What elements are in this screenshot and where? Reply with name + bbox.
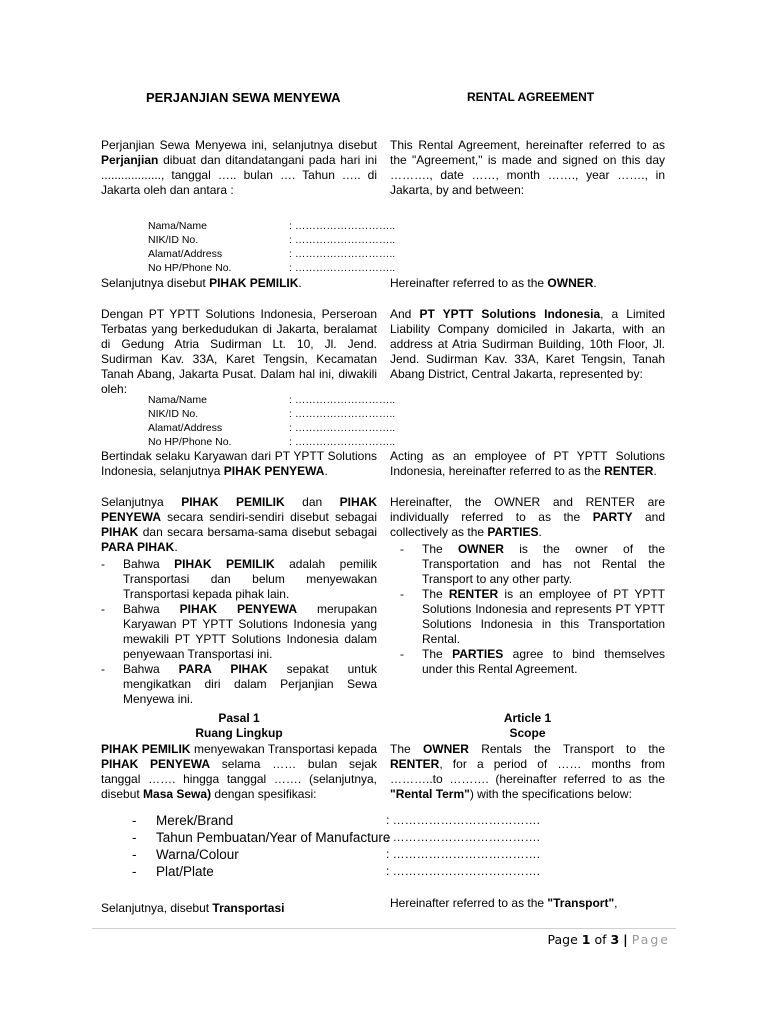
bullets-left xyxy=(101,557,377,707)
field-label: NIK/ID No. xyxy=(148,408,199,420)
bullet-item: - The PARTIES agree to bind themselves under this Rental Agreement. xyxy=(400,647,665,676)
bullet-item: - Bahwa PIHAK PENYEWA merupakan Karyawan PT YPTT Solutions Indonesia yang mewakili PT YPTT Solutions Indonesia dalam penyewaan Transportasi ini. xyxy=(101,602,378,661)
article-left-title: Ruang Lingkup xyxy=(195,726,283,740)
field-value: : ……………………….. xyxy=(289,262,396,274)
field-value: : ……………………….. xyxy=(289,422,396,434)
title-left: PERJANJIAN SEWA MENYEWA xyxy=(146,90,341,105)
bullet-dash: - xyxy=(101,662,105,676)
bullet-dash: - xyxy=(400,587,404,601)
spec-value: : ………………………………. xyxy=(386,847,541,861)
spec-label: Plat/Plate xyxy=(156,864,214,879)
scope-right: The OWNER Rentals the Transport to the RENTER, for a period of …… months from ………..to ………. (hereinafter referred to as the "Rental Term") with the specifications below: xyxy=(390,742,666,801)
footer-current-page: 1 xyxy=(581,932,591,947)
renter-ref-left: Bertindak selaku Karyawan dari PT YPTT Solutions Indonesia, selanjutnya PIHAK PENYEWA. xyxy=(101,449,377,478)
spec-row xyxy=(0,863,768,880)
field-label: Nama/Name xyxy=(148,220,207,232)
spec-label: Tahun Pembuatan/Year of Manufacture xyxy=(156,830,391,845)
spec-value: : ………………………………. xyxy=(386,813,541,827)
owner-ref-left: Selanjutnya disebut PIHAK PEMILIK. xyxy=(101,276,302,290)
field-row xyxy=(0,233,768,247)
field-value: : ……………………….. xyxy=(289,408,396,420)
field-value: : ……………………….. xyxy=(289,220,396,232)
field-value: : ……………………….. xyxy=(289,248,396,260)
spec-dash: - xyxy=(132,864,137,879)
bullet-dash: - xyxy=(400,542,404,556)
field-row xyxy=(0,261,768,275)
field-row xyxy=(0,247,768,261)
spec-row xyxy=(0,846,768,863)
owner-ref-right: Hereinafter referred to as the OWNER. xyxy=(390,276,597,290)
spec-label: Warna/Colour xyxy=(156,847,239,862)
renter-fields xyxy=(0,393,768,449)
spec-value: : ………………………………. xyxy=(386,864,541,878)
article-left-heading xyxy=(101,711,377,741)
spec-value: : ………………………………. xyxy=(386,830,541,844)
scope-left: PIHAK PEMILIK menyewakan Transportasi kepada PIHAK PENYEWA selama …… bulan sejak tanggal ……. hingga tanggal ……. (selanjutnya, disebut Masa Sewa) dengan spesifikasi: xyxy=(101,742,377,801)
parties-left: Selanjutnya PIHAK PEMILIK dan PIHAK PENYEWA secara sendiri-sendiri disebut sebagai PIHAK dan secara bersama-sama disebut sebagai PARA PIHAK. xyxy=(101,495,377,554)
intro-left: Perjanjian Sewa Menyewa ini, selanjutnya disebut Perjanjian dibuat dan ditandatangani pada hari ini .................., tanggal ….. bulan …. Tahun ….. di Jakarta oleh dan antara : xyxy=(101,138,377,197)
article-right-heading xyxy=(390,711,665,741)
field-label: Alamat/Address xyxy=(148,248,223,260)
parties-right: Hereinafter, the OWNER and RENTER are individually referred to as the PARTY and collectively as the PARTIES. xyxy=(390,495,666,539)
footer-page-word: Page xyxy=(547,932,578,947)
bullet-dash: - xyxy=(101,602,105,616)
spec-dash: - xyxy=(132,847,137,862)
footer-page-label: Page xyxy=(631,932,670,947)
field-label: Alamat/Address xyxy=(148,422,223,434)
field-value: : ……………………….. xyxy=(289,436,396,448)
renter-ref-right: Acting as an employee of PT YPTT Solutions Indonesia, hereinafter referred to as the RENTER. xyxy=(390,449,665,478)
footer-of-word: of xyxy=(594,932,607,947)
field-row xyxy=(0,393,768,407)
bullet-item: - The OWNER is the owner of the Transportation and has not Rental the Transport to any other party. xyxy=(400,542,666,586)
bullet-item: - Bahwa PARA PIHAK sepakat untuk mengikatkan diri dalam Perjanjian Sewa Menyewa ini. xyxy=(101,662,377,706)
field-row xyxy=(0,421,768,435)
field-value: : ……………………….. xyxy=(289,234,396,246)
field-label: Nama/Name xyxy=(148,394,207,406)
article-right-number: Article 1 xyxy=(503,711,552,725)
article-right-title: Scope xyxy=(509,726,546,740)
footer-separator: | xyxy=(623,932,628,947)
field-row xyxy=(0,219,768,233)
spec-label: Merek/Brand xyxy=(156,813,234,828)
field-label: No HP/Phone No. xyxy=(148,436,232,448)
owner-fields xyxy=(0,219,768,275)
page-footer xyxy=(548,932,671,947)
field-row xyxy=(0,407,768,421)
article-left-number: Pasal 1 xyxy=(218,711,260,725)
spec-row xyxy=(0,829,768,846)
company-right: And PT YPTT Solutions Indonesia, a Limited Liability Company domiciled in Jakarta, with an address at Atria Sudirman Building, 10th Floor, Jl. Jend. Sudirman Kav. 33A, Karet Tengsin, Tanah Abang District, Central Jakarta, represented by: xyxy=(390,307,665,381)
bullet-item: - Bahwa PIHAK PEMILIK adalah pemilik Transportasi dan belum menyewakan Transportasi kepada pihak lain. xyxy=(101,557,377,601)
footer-divider xyxy=(92,928,676,929)
footer-total-pages: 3 xyxy=(610,932,620,947)
field-value: : ……………………….. xyxy=(289,394,396,406)
intro-right: This Rental Agreement, hereinafter referred to as the "Agreement," is made and signed on this day ………., date ……, month ……., year ……., in Jakarta, by and between: xyxy=(390,138,665,197)
bullet-dash: - xyxy=(101,557,105,571)
transport-ref-right: Hereinafter referred to as the "Transport", xyxy=(390,896,618,910)
field-label: NIK/ID No. xyxy=(148,234,199,246)
bullet-item: - The RENTER is an employee of PT YPTT Solutions Indonesia and represents PT YPTT Solutions Indonesia in this Transportation Rental. xyxy=(400,587,665,646)
transport-ref-left: Selanjutnya, disebut Transportasi xyxy=(101,901,285,915)
field-label: No HP/Phone No. xyxy=(148,262,232,274)
spec-list xyxy=(0,812,768,880)
bullet-dash: - xyxy=(400,647,404,661)
field-row xyxy=(0,435,768,449)
spec-dash: - xyxy=(132,830,137,845)
bullets-right xyxy=(400,542,665,677)
title-right: RENTAL AGREEMENT xyxy=(467,90,595,104)
company-left: Dengan PT YPTT Solutions Indonesia, Perseroan Terbatas yang berkedudukan di Jakarta, beralamat di Gedung Atria Sudirman Lt. 10, Jl. Jend. Sudirman Kav. 33A, Karet Tengsin, Kecamatan Tanah Abang, Jakarta Pusat. Dalam hal ini, diwakili oleh: xyxy=(101,307,377,396)
spec-dash: - xyxy=(132,813,137,828)
spec-row xyxy=(0,812,768,829)
